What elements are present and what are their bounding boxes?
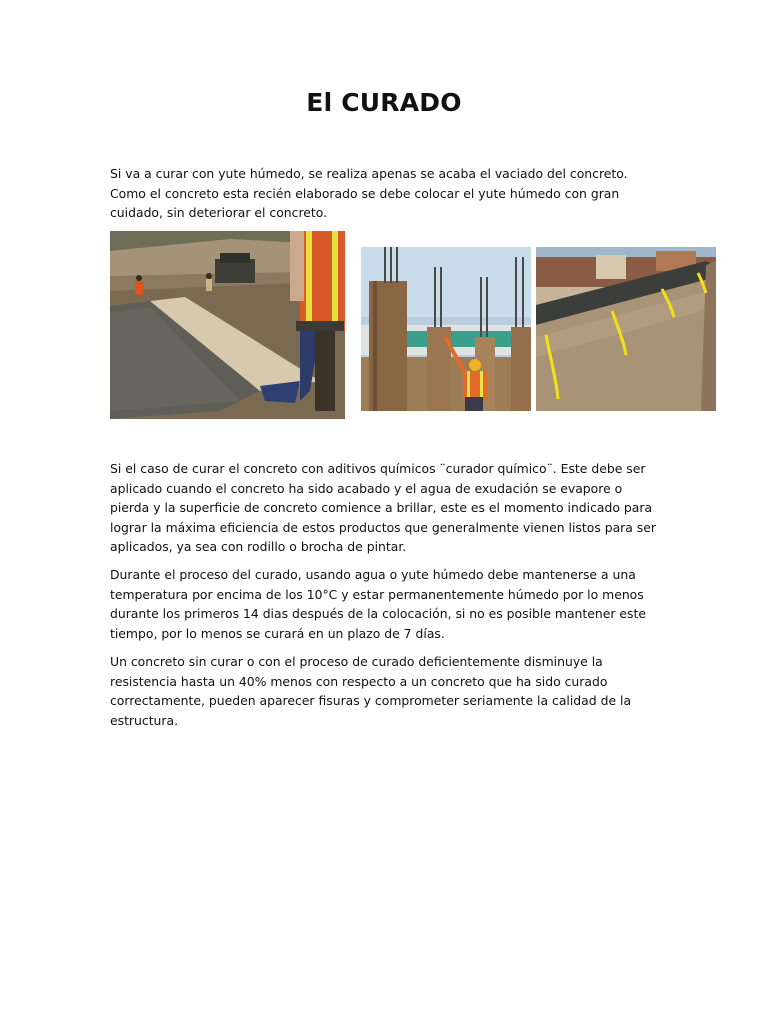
photo-jute-road-curing: [110, 231, 345, 419]
page-title: El CURADO: [306, 88, 462, 117]
photo-wall-jute-cover: [536, 247, 716, 411]
photo-column-curing: [361, 247, 531, 411]
paragraph-uncured-concrete: Un concreto sin curar o con el proceso de curado deficientemente disminuye la resistencia hasta un 40% menos con respecto a un concreto que ha sido curado correctamente, pueden aparecer fisuras y comprometer seriamente la calidad de la estructura.: [110, 654, 632, 728]
paragraph-chemical-curing: Si el caso de curar el concreto con aditivos químicos ¨curador químico¨. Este debe ser aplicado cuando el concreto ha sido acabado y el agua de exudación se evapore o pierda y la superficie de concreto comience a brillar, este es el momento indicado para lograr la máxima eficiencia de estos productos que generalmente vienen listos para ser aplicados, ya sea con rodillo o brocha de pintar.: [110, 461, 656, 554]
paragraph-curing-process: Durante el proceso del curado, usando agua o yute húmedo debe mantenerse a una temperatura por encima de los 10°C y estar permanentemente húmedo por lo menos durante los primeros 14 dias después de la colocación, si no es posible mantener este tiempo, por lo menos se curará en un plazo de 7 días.: [110, 567, 646, 641]
paragraph-yute: Si va a curar con yute húmedo, se realiza apenas se acaba el vaciado del concreto. Como el concreto esta recién elaborado se debe colocar el yute húmedo con gran cuidado, sin deteriorar el concreto.: [110, 166, 628, 220]
